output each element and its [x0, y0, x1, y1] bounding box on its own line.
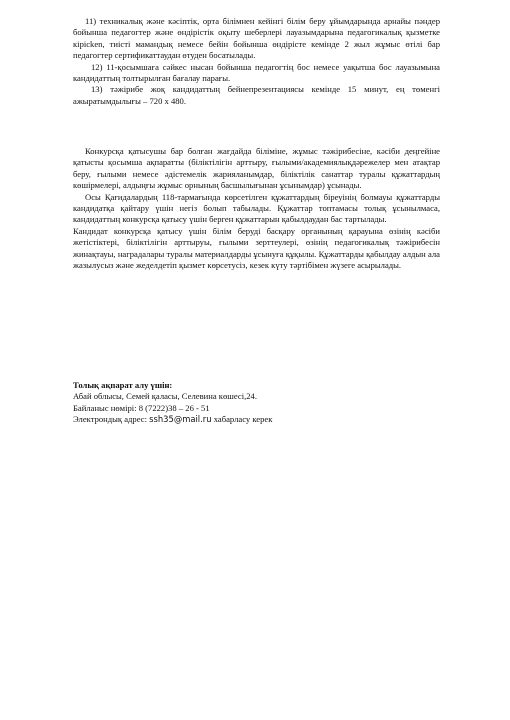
- list-item-13: 13) тәжірибе жоқ кандидаттың бейнепрезентациясы кемінде 15 минут, ең төменгі ажыратымдылығы – 720 x 480.: [73, 84, 440, 106]
- contact-address: Абай облысы, Семей қаласы, Селевина көшесі,24.: [73, 391, 257, 402]
- email-address-link[interactable]: ssh35@mail.ru: [149, 414, 212, 425]
- main-body: [73, 146, 440, 271]
- list-item-11: 11) техникалық және кәсіптік, орта білімнен кейінгі білім беру ұйымдарында арнайы пәндер бойынша педагогтер және өндірістік оқыту шеберлері лауазымдарына педагогикалық қызметке кірісken, тиісті мамандық немесе бейін бойынша өндірісте кемінде 2 жыл жұмыс өтілі бар педагогтер сертификаттаудан өтуден босатылады.: [73, 16, 440, 61]
- email-suffix: хабарласу керек: [213, 414, 273, 425]
- email-prefix: Электрондық адрес:: [73, 414, 147, 425]
- paragraph-additional-info: Конкурсқа қатысушы бар болған жағдайда біліміне, жұмыс тәжірибесіне, кәсіби деңгейіне қатысты қосымша ақпаратты (біліктілігін арттыру, ғылыми/академиялықдәрежелер мен атақтар беру, ғылыми немесе әдістемелік жарияланымдар, біліктілік санаттар туралы құжаттардың көшірмелері, алдыңғы жұмыс орнының басшылығынан ұсынымдар) ұсынады.: [73, 146, 440, 191]
- requirements-list: [73, 16, 440, 107]
- list-item-12: 12) 11-қосымшаға сәйкес нысан бойынша педагогтің бос немесе уақытша бос лауазымына кандидаттың толтырылған бағалау парағы.: [73, 61, 440, 84]
- contact-phone: Байланыс нөмірі: 8 (7222)38 – 26 - 51: [73, 402, 210, 413]
- contact-heading: Толық ақпарат алу үшін:: [73, 380, 173, 390]
- contact-email-line: [73, 414, 440, 425]
- paragraph-candidate-rights: Кандидат конкурсқа қатысу үшін білім беруді басқару органының қарауына өзінің кәсіби жетістіктері, біліктілігін арттыруы, ғылыми зерттеулері, өзінің педагогикалық тәжірибесін жинақтауы, наградалары туралы материалдарды ұсынуға құқылы. Құжаттарды қабылдау алдын ала жазылусыз және жеделдетіп қызмет көрсетусіз, кезек күту тәртібімен жүзеге асырылады.: [73, 225, 440, 271]
- paragraph-missing-docs: Осы Қағидалардың 118-тармағында көрсетілген құжаттардың біреуінің болмауы құжаттарды кандидатқа қайтару үшін негіз болып табылады. Құжаттар топтамасы толық ұсынылмаса, кандидаттың конкурсқа қатысу үшін берген құжаттарын қабылдаудан бас тартылады.: [73, 191, 440, 225]
- contact-section: [73, 380, 440, 426]
